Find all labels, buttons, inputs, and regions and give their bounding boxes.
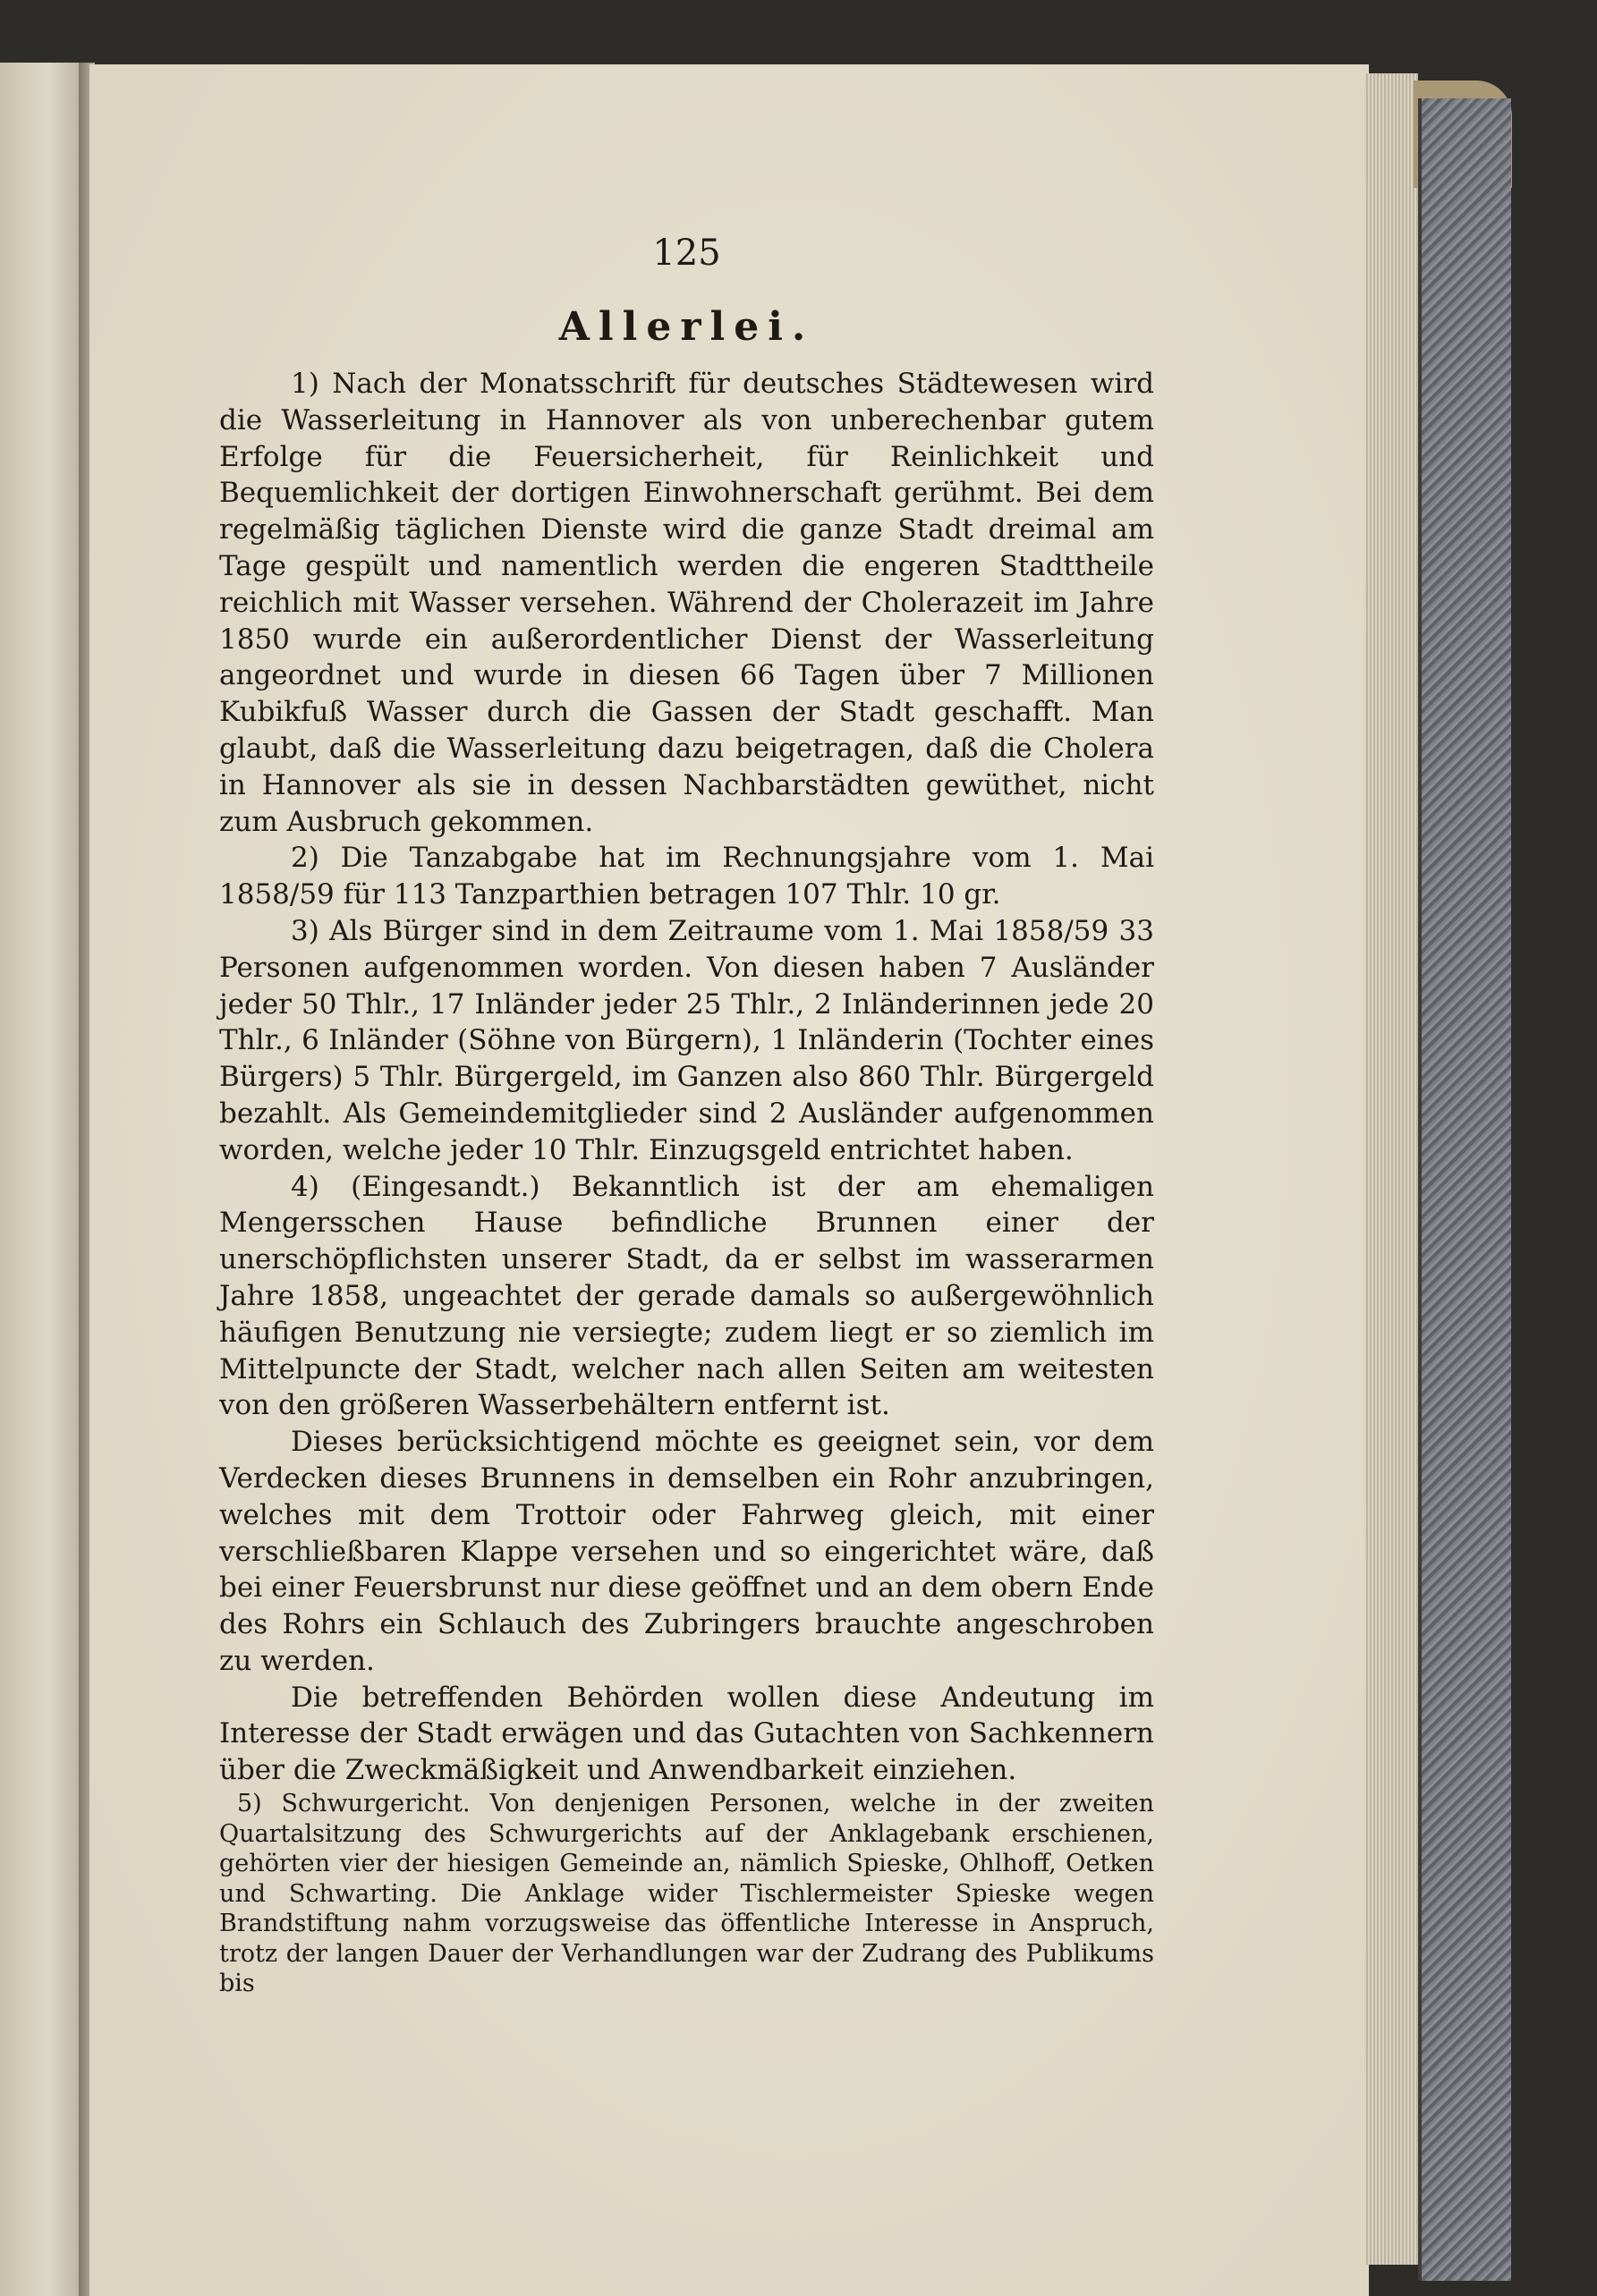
page-edges [1364,73,1418,2265]
paragraph-3: 3) Als Bürger sind in dem Zeitraume vom 1. Mai 1858/59 33 Personen aufgenommen worden. Von diesen haben 7 Ausländer jeder 50 Thlr., 17 Inländer jeder 25 Thlr., 2 Inländerinnen jede 20 Thlr., 6 Inländer (Söhne von Bürgern), 1 Inländerin (Tochter eines Bürgers) 5 Thlr. Bürgergeld, im Ganzen also 860 Thlr. Bürgergeld bezahlt. Als Gemeindemitglieder sind 2 Ausländer aufgenommen worden, welche jeder 10 Thlr. Einzugsgeld entrichtet haben. [219,914,1154,1166]
left-page-edge [0,63,82,2296]
paragraph-4: 4) (Eingesandt.) Bekanntlich ist der am ehemaligen Mengersschen Hause befindliche Brunnen einer der unerschöpflichsten unserer Stadt, da er selbst im wasserarmen Jahre 1858, ungeachtet der gerade damals so außergewöhnlich häufigen Benutzung nie versiegte; zudem liegt er so ziemlich im Mittelpuncte der Stadt, welcher nach allen Seiten am weitesten von den größeren Wasserbehältern entfernt ist. [219,1170,1154,1422]
section-title: Allerlei. [558,304,815,350]
page-number: 125 [652,233,721,274]
book-cover [1418,98,1511,2281]
page-content [219,233,1154,1999]
paragraph-6: Die betreffenden Behörden wollen diese Andeutung im Interesse der Stadt erwägen und das Gutachten von Sachkennern über die Zweckmäßigkeit und Anwendbarkeit einziehen. [219,1681,1154,1787]
paragraph-small-1: 5) Schwurgericht. Von denjenigen Personen, welche in der zweiten Quartalsitzung des Schwurgerichts auf der Anklagebank erschienen, gehörten vier der hiesigen Gemeinde an, nämlich Spieske, Ohlhoff, Oetken und Schwarting. Die Anklage wider Tischlermeister Spieske wegen Brandstiftung nahm vorzugsweise das öffentliche Interesse in Anspruch, trotz der langen Dauer der Verhandlungen war der Zudrang des Publikums bis [219,1790,1154,1998]
paragraph-2: 2) Die Tanzabgabe hat im Rechnungsjahre vom 1. Mai 1858/59 für 113 Tanzparthien betragen 107 Thlr. 10 gr. [219,842,1154,911]
paragraph-5: Dieses berücksichtigend möchte es geeignet sein, vor dem Verdecken dieses Brunnens in demselben ein Rohr anzubringen, welches mit dem Trottoir oder Fahrweg gleich, mit einer verschließbaren Klappe versehen und so eingerichtet wäre, daß bei einer Feuersbrunst nur diese geöffnet und an dem obern Ende des Rohrs ein Schlauch des Zubringers brauchte angeschroben zu werden. [219,1426,1154,1677]
paragraph-1: 1) Nach der Monatsschrift für deutsches Städtewesen wird die Wasserleitung in Hannover als von unberechenbar gutem Erfolge für die Feuersicherheit, für Reinlichkeit und Bequemlichkeit der dortigen Einwohnerschaft gerühmt. Bei dem regelmäßig täglichen Dienste wird die ganze Stadt dreimal am Tage gespült und namentlich werden die engeren Stadttheile reichlich mit Wasser versehen. Während der Cholerazeit im Jahre 1850 wurde ein außerordentlicher Dienst der Wasserleitung angeordnet und wurde in diesen 66 Tagen über 7 Millionen Kubikfuß Wasser durch die Gassen der Stadt geschafft. Man glaubt, daß die Wasserleitung dazu beigetragen, daß die Cholera in Hannover als sie in dessen Nachbarstädten gewüthet, nicht zum Ausbruch gekommen. [219,368,1154,838]
